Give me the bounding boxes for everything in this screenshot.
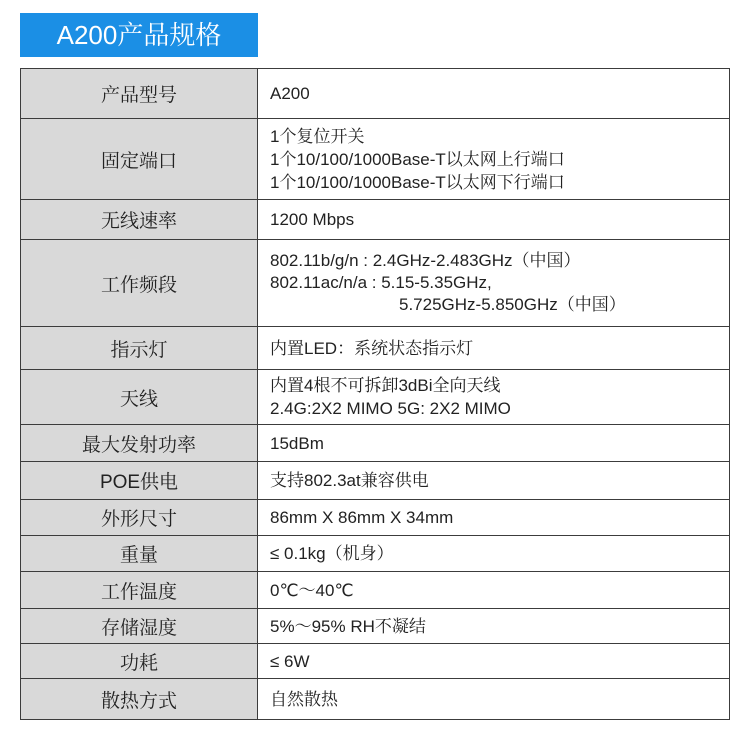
spec-value	[258, 609, 729, 643]
spec-row-operating-temperature	[21, 571, 729, 608]
spec-value	[258, 679, 729, 719]
spec-row-weight	[21, 535, 729, 571]
spec-label: 外形尺寸	[21, 500, 258, 535]
spec-label: 固定端口	[21, 119, 258, 199]
spec-value-line: 5.725GHz-5.850GHz（中国）	[399, 295, 626, 314]
spec-label: 无线速率	[21, 200, 258, 239]
spec-value-line: 802.11b/g/n : 2.4GHz-2.483GHz（中国）	[270, 251, 581, 270]
spec-value-line: 2.4G:2X2 MIMO 5G: 2X2 MIMO	[270, 399, 511, 418]
spec-value	[258, 500, 729, 535]
spec-label: 存储湿度	[21, 609, 258, 643]
spec-value-line: 5%～95% RH不凝结	[270, 616, 426, 636]
spec-label: 功耗	[21, 644, 258, 678]
spec-row-poe	[21, 461, 729, 499]
spec-row-frequency-band	[21, 239, 729, 326]
spec-label: 工作频段	[21, 240, 258, 326]
spec-row-product-model	[21, 69, 729, 118]
spec-value-line: 支持802.3at兼容供电	[270, 471, 429, 490]
spec-value-line: 1个复位开关	[270, 126, 365, 146]
spec-row-max-tx-power	[21, 424, 729, 461]
spec-row-fixed-ports	[21, 118, 729, 199]
spec-value	[258, 69, 729, 118]
spec-value-line: 内置4根不可拆卸3dBi全向天线	[270, 376, 501, 395]
spec-row-storage-humidity	[21, 608, 729, 643]
spec-value-line: ≤ 6W	[270, 651, 310, 671]
spec-value-line: A200	[270, 84, 310, 103]
spec-value	[258, 200, 729, 239]
spec-value	[258, 370, 729, 424]
spec-table	[20, 68, 730, 720]
spec-label: 最大发射功率	[21, 425, 258, 461]
spec-label: 散热方式	[21, 679, 258, 719]
spec-value	[258, 327, 729, 369]
spec-value	[258, 572, 729, 608]
spec-value-line: ≤ 0.1kg（机身）	[270, 544, 394, 563]
spec-label: 天线	[21, 370, 258, 424]
spec-row-cooling	[21, 678, 729, 719]
spec-value	[258, 119, 729, 199]
spec-label: 重量	[21, 536, 258, 571]
spec-value-line: 内置LED：系统状态指示灯	[270, 338, 474, 358]
spec-value-line: 86mm X 86mm X 34mm	[270, 508, 454, 527]
spec-value-line: 1个10/100/1000Base-T以太网上行端口	[270, 149, 565, 169]
spec-value	[258, 644, 729, 678]
spec-label: 指示灯	[21, 327, 258, 369]
spec-value-line: 15dBm	[270, 433, 324, 453]
spec-value	[258, 536, 729, 571]
spec-row-dimensions	[21, 499, 729, 535]
spec-value-line: 1200 Mbps	[270, 210, 355, 229]
spec-row-power-consumption	[21, 643, 729, 678]
spec-value	[258, 425, 729, 461]
spec-label: 工作温度	[21, 572, 258, 608]
spec-value	[258, 240, 729, 326]
spec-label: 产品型号	[21, 69, 258, 118]
spec-label: POE供电	[21, 462, 258, 499]
spec-value-line: 0℃～40℃	[270, 580, 354, 600]
spec-row-indicator	[21, 326, 729, 369]
spec-value-line: 802.11ac/n/a : 5.15-5.35GHz,	[270, 273, 492, 292]
spec-value	[258, 462, 729, 499]
spec-value-line: 自然散热	[270, 689, 338, 709]
spec-row-wireless-rate	[21, 199, 729, 239]
page-title: A200产品规格	[20, 13, 258, 57]
spec-value-line: 1个10/100/1000Base-T以太网下行端口	[270, 172, 565, 192]
spec-row-antenna	[21, 369, 729, 424]
